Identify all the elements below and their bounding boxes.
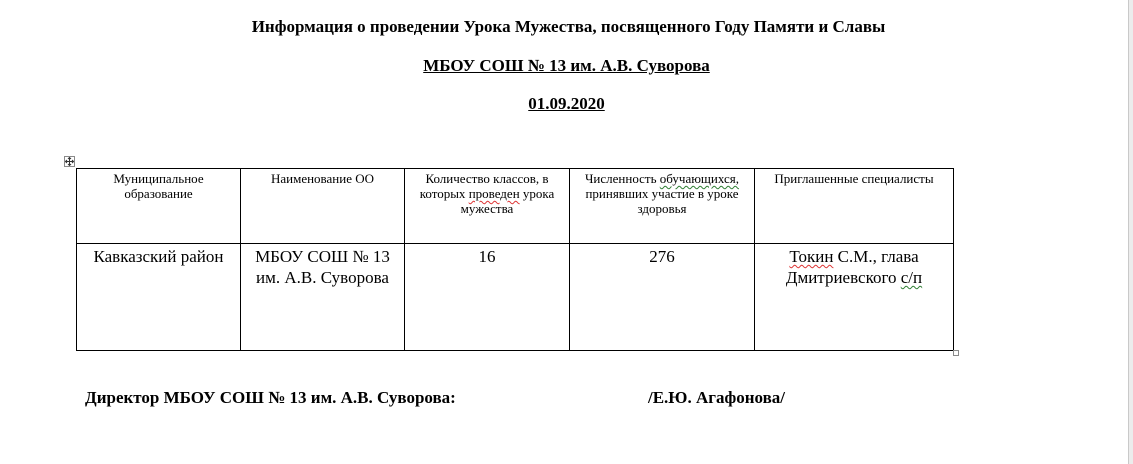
document-title: Информация о проведении Урока Мужества, посвященного Году Памяти и Славы <box>251 17 886 36</box>
table-resize-handle[interactable] <box>953 350 959 356</box>
spec-text-c: с/п <box>900 268 923 287</box>
signature-name: /Е.Ю. Агафонова/ <box>648 388 785 407</box>
table-move-handle-icon[interactable] <box>64 156 75 167</box>
col3-text-a: Количество классов, в которых <box>419 171 549 201</box>
cell-school: МБОУ СОШ № 13 им. А.В. Суворова <box>241 244 405 351</box>
school-name-heading <box>0 56 1133 76</box>
spec-text-a: Токин <box>789 247 834 266</box>
col4-text-b: обучающихся, <box>659 171 740 186</box>
spec-text-b: С.М., глава Дмитриевского <box>785 247 919 287</box>
column-header-specialists: Приглашенные специалисты <box>755 169 954 244</box>
col3-text-b: проведен <box>468 186 520 201</box>
cell-municipality: Кавказский район <box>77 244 241 351</box>
cell-specialists <box>755 244 954 351</box>
cell-classes: 16 <box>405 244 570 351</box>
table-row <box>77 244 954 351</box>
signature-label: Директор МБОУ СОШ № 13 им. А.В. Суворова: <box>85 388 456 407</box>
table-header-row <box>77 169 954 244</box>
column-header-students <box>570 169 755 244</box>
school-name-text: МБОУ СОШ № 13 им. А.В. Суворова <box>423 56 710 75</box>
cell-students: 276 <box>570 244 755 351</box>
date-text: 01.09.2020 <box>528 94 605 113</box>
col4-text-a: Численность <box>584 171 660 186</box>
column-header-classes <box>405 169 570 244</box>
column-header-school: Наименование ОО <box>241 169 405 244</box>
info-table <box>76 168 954 351</box>
column-header-municipality: Муниципальное образование <box>77 169 241 244</box>
date-heading <box>0 94 1133 114</box>
col3-text-c: урока мужества <box>460 186 555 216</box>
col4-text-c: принявших участие в уроке здоровья <box>585 186 739 216</box>
